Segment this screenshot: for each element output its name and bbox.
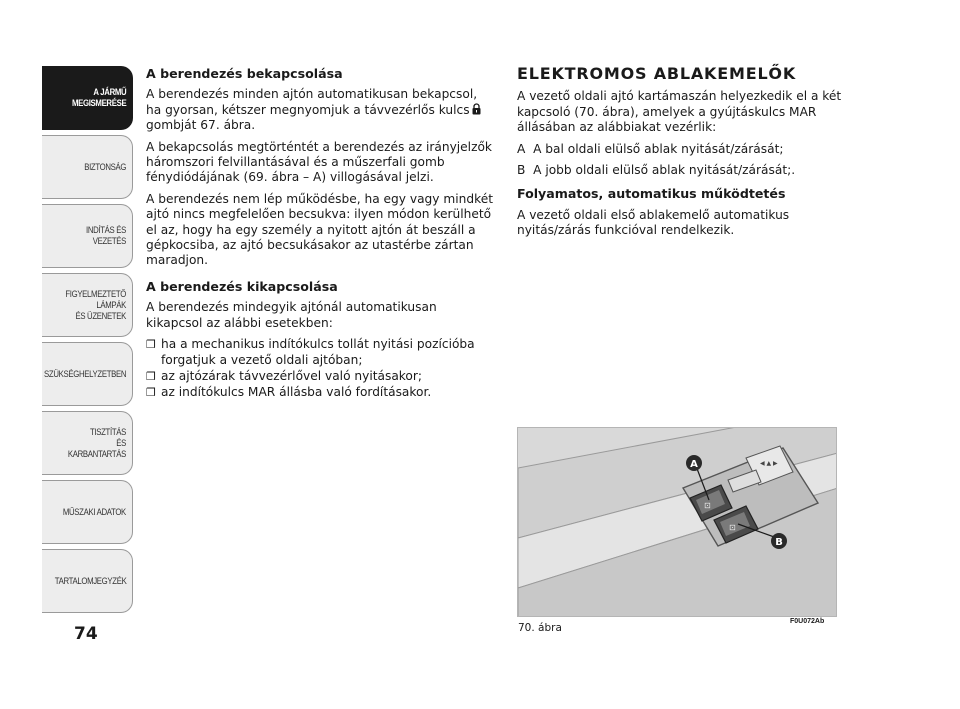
item-text: A jobb oldali elülső ablak nyitását/zárását;. <box>533 163 796 178</box>
tab-label: BIZTONSÁG <box>84 161 126 173</box>
paragraph: A berendezés mindegyik ajtónál automatikusan kikapcsol az alábbi esetekben: <box>146 300 437 330</box>
tab-label: SZÜKSÉGHELYZETBEN <box>43 368 126 380</box>
paragraph-text: gombját 67. ábra. <box>146 118 256 133</box>
right-column <box>517 66 847 245</box>
tab-szukseghelyzetben[interactable] <box>42 342 133 406</box>
paragraph: A vezető oldali ajtó kartámaszán helyezkedik el a két kapcsoló (70. ábra), amelyek a gyújtáskulcs MAR állásában az alábbiakat vezérlik: <box>517 89 842 135</box>
paragraph <box>146 87 496 133</box>
armrest-drawing <box>518 428 837 617</box>
tab-biztonsag[interactable] <box>42 135 133 199</box>
section-heading-auto: Folyamatos, automatikus működtetés <box>517 186 786 202</box>
item-key: B <box>517 163 526 178</box>
tab-label: A JÁRMŰ MEGISMERÉSE <box>71 87 126 109</box>
list-item <box>146 337 496 368</box>
list-item <box>146 385 496 400</box>
paragraph: A bekapcsolás megtörténtét a berendezés az irányjelzők háromszori felvillantásával és a műszerfali gomb fénydiódájának (69. ábra – A) villogásával jelzi. <box>146 139 492 185</box>
figure-code: F0U072Ab <box>790 618 825 625</box>
padlock-icon <box>472 103 481 115</box>
left-column <box>146 66 496 402</box>
figure-caption: 70. ábra <box>518 622 562 634</box>
list-item <box>517 142 847 157</box>
paragraph-text: A berendezés minden ajtón automatikusan bekapcsol, ha gyorsan, kétszer megnyomjuk a távvezérlős kulcs <box>146 87 478 117</box>
list-item-text: az indítókulcs MAR állásba való fordításakor. <box>161 385 432 400</box>
section-heading-activation: A berendezés bekapcsolása <box>146 66 343 81</box>
paragraph: A berendezés nem lép működésbe, ha egy vagy mindkét ajtó nincs megfelelően becsukva: ilyen módon kerülhető el az, hogy ha egy személy a nyitott ajtón át beszáll a gépkocsiba, az ajtó becsukásakor az utastérbe zártan maradjon. <box>146 191 493 268</box>
section-heading-deactivation: A berendezés kikapcsolása <box>146 278 338 294</box>
bullet-list <box>146 337 496 401</box>
callout-b-label: B <box>775 537 783 548</box>
callout-a-label: A <box>690 459 698 470</box>
tab-tartalomjegyzek[interactable] <box>42 549 133 613</box>
list-item-text: ha a mechanikus indítókulcs tollát nyitási pozícióba forgatjuk a vezető oldali ajtóban; <box>161 337 475 367</box>
list-item <box>146 369 496 384</box>
tab-tisztitas-es-karbantartas[interactable] <box>42 411 133 475</box>
item-text: A bal oldali elülső ablak nyitását/zárását; <box>533 141 784 156</box>
tab-inditas-es-vezetes[interactable] <box>42 204 133 268</box>
page-number: 74 <box>74 624 98 644</box>
tab-label: MŰSZAKI ADATOK <box>62 506 126 518</box>
tab-muszaki-adatok[interactable] <box>42 480 133 544</box>
tab-label: INDÍTÁS ÉS VEZETÉS <box>85 225 126 247</box>
svg-text:◀ ▲ ▶: ◀ ▲ ▶ <box>760 460 778 467</box>
tab-a-jarmu-megismerese[interactable] <box>42 66 133 130</box>
paragraph: A vezető oldali első ablakemelő automatikus nyitás/zárás funkcióval rendelkezik. <box>517 207 790 238</box>
svg-text:⊡: ⊡ <box>729 523 736 532</box>
tab-label: TARTALOMJEGYZÉK <box>54 575 126 587</box>
tab-label: FIGYELMEZTETŐ LÁMPÁK ÉS ÜZENETEK <box>65 288 126 322</box>
checkbox-bullet-icon: ❒ <box>146 338 156 352</box>
item-key: A <box>517 141 526 156</box>
checkbox-bullet-icon: ❒ <box>146 369 156 383</box>
tab-label: TISZTÍTÁS ÉS KARBANTARTÁS <box>67 426 126 460</box>
window-switch-illustration <box>517 427 837 617</box>
list-item <box>517 163 847 178</box>
checkbox-bullet-icon: ❒ <box>146 386 156 400</box>
list-item-text: az ajtózárak távvezérlővel való nyitásakor; <box>161 368 422 383</box>
section-title: ELEKTROMOS ABLAKEMELŐK <box>517 64 797 83</box>
tab-figyelmezteto-lampak[interactable] <box>42 273 133 337</box>
svg-text:⊡: ⊡ <box>704 501 711 510</box>
